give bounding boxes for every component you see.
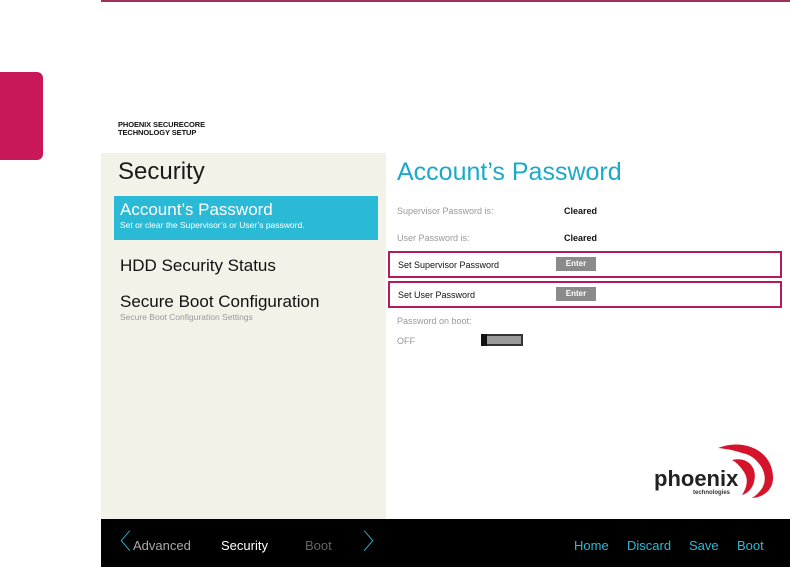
set-supervisor-password-enter-button[interactable]: Enter [556, 257, 596, 271]
menu-item-secure-boot-configuration[interactable] [114, 288, 378, 327]
side-tab [0, 72, 43, 160]
chevron-left-icon[interactable]: 〈 [109, 529, 132, 554]
home-button[interactable]: Home [574, 538, 609, 553]
supervisor-status-label: Supervisor Password is: [397, 206, 494, 216]
set-user-password-row[interactable] [388, 281, 782, 308]
password-on-boot-label [397, 316, 472, 326]
set-user-password-enter-button[interactable]: Enter [556, 287, 596, 301]
menu-item-desc: Set or clear the Supervisor’s or User’s password. [120, 220, 305, 230]
nav-next-boot[interactable]: Boot [305, 538, 332, 553]
logo-subtext: technologies [693, 490, 731, 496]
bottom-nav-bar [101, 519, 790, 567]
user-status-label: User Password is: [397, 233, 470, 243]
toggle-knob [481, 334, 487, 346]
menu-item-accounts-password[interactable] [114, 196, 378, 240]
supervisor-status-value: Cleared [564, 206, 598, 216]
brand-line-1: PHOENIX SECURECORE [118, 120, 205, 129]
password-on-boot-label-text: Password on boot: [397, 316, 472, 326]
section-title: Security [118, 158, 205, 185]
logo-wordmark: phoenix [654, 466, 739, 491]
set-supervisor-password-row[interactable] [388, 251, 782, 278]
boot-button[interactable]: Boot [737, 538, 764, 553]
user-status-row [397, 233, 598, 243]
discard-button[interactable]: Discard [627, 538, 672, 553]
page-title: Account’s Password [397, 158, 622, 186]
user-status-value: Cleared [564, 233, 598, 243]
set-supervisor-password-label: Set Supervisor Password [398, 260, 500, 270]
nav-prev-advanced[interactable]: Advanced [133, 538, 191, 553]
brand-label [118, 121, 205, 137]
phoenix-logo [648, 440, 778, 500]
brand-line-2: TECHNOLOGY SETUP [118, 128, 197, 137]
save-button[interactable]: Save [689, 538, 719, 553]
password-on-boot-value: OFF [397, 336, 415, 346]
chevron-right-icon[interactable]: 〉 [363, 529, 386, 554]
menu-item-desc: Secure Boot Configuration Settings [120, 312, 253, 322]
password-on-boot-toggle[interactable] [481, 334, 523, 346]
nav-current-security[interactable]: Security [221, 538, 268, 553]
menu-item-hdd-security-status[interactable] [114, 252, 378, 280]
menu-item-title: HDD Security Status [120, 256, 276, 275]
top-divider [101, 0, 790, 2]
set-user-password-label: Set User Password [398, 290, 476, 300]
menu-item-title: Secure Boot Configuration [120, 292, 320, 311]
supervisor-status-row [397, 206, 598, 216]
menu-item-title: Account’s Password [120, 200, 273, 219]
